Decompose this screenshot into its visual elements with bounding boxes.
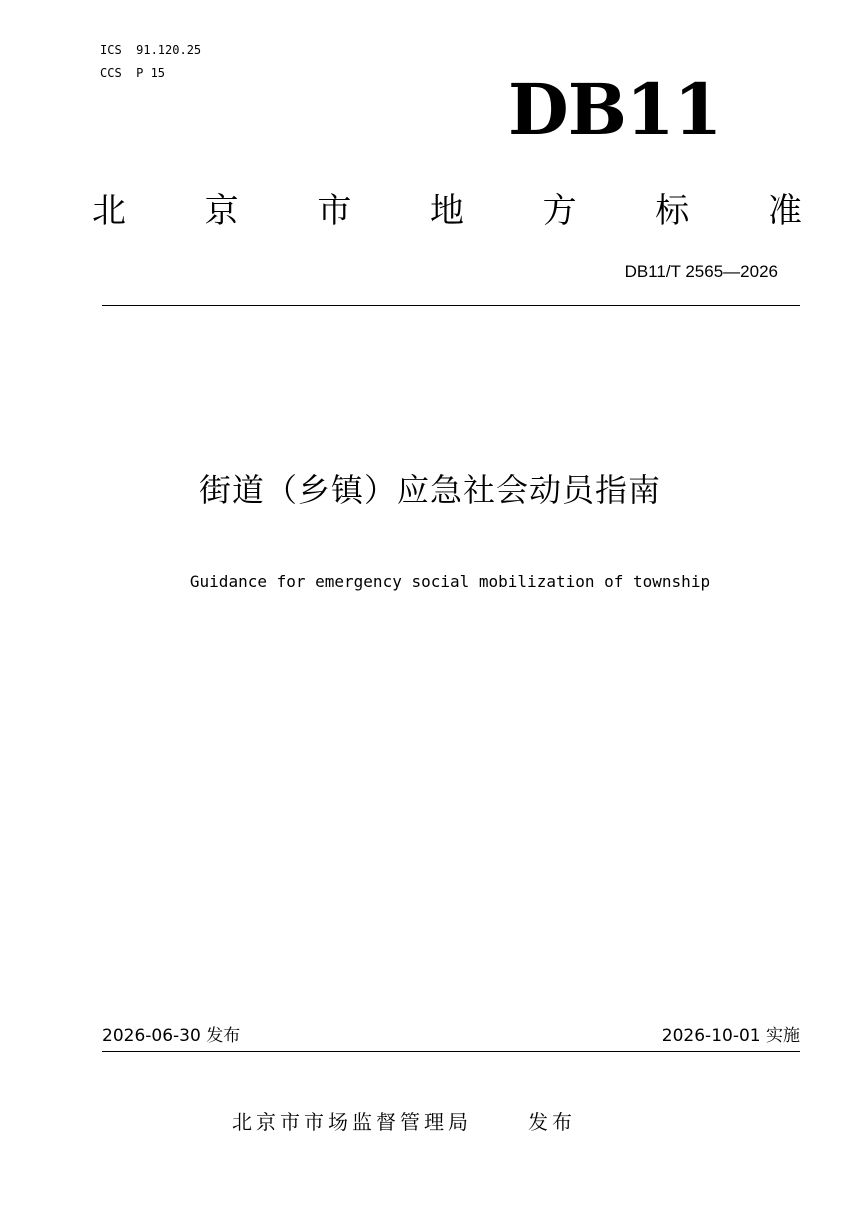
bottom-divider [102, 1051, 800, 1052]
standard-type-char: 准 [767, 191, 802, 231]
standard-type-heading [92, 189, 802, 233]
publisher-line [232, 1107, 576, 1137]
standard-type-char: 京 [204, 191, 239, 231]
publish-label: 发布 [528, 1110, 576, 1134]
document-title-english: Guidance for emergency social mobilization of township [189, 572, 711, 591]
standard-type-char: 标 [655, 191, 690, 231]
standard-type-char: 地 [429, 191, 464, 231]
db-logo-mark: DB11 [508, 68, 722, 151]
standard-type-char: 市 [317, 191, 352, 231]
issue-date: 2026-06-30 发布 [102, 1026, 241, 1046]
ccs-code: CCS P 15 [100, 66, 166, 80]
top-divider [102, 305, 800, 306]
publisher-name: 北京市市场监督管理局 [232, 1110, 472, 1134]
ics-code: ICS 91.120.25 [100, 43, 202, 57]
standard-type-char: 方 [542, 191, 577, 231]
effective-date: 2026-10-01 实施 [661, 1026, 800, 1046]
standard-type-char: 北 [92, 191, 126, 231]
standard-number: DB11/T 2565—2026 [624, 262, 778, 281]
document-title-chinese: 街道（乡镇）应急社会动员指南 [198, 471, 661, 509]
